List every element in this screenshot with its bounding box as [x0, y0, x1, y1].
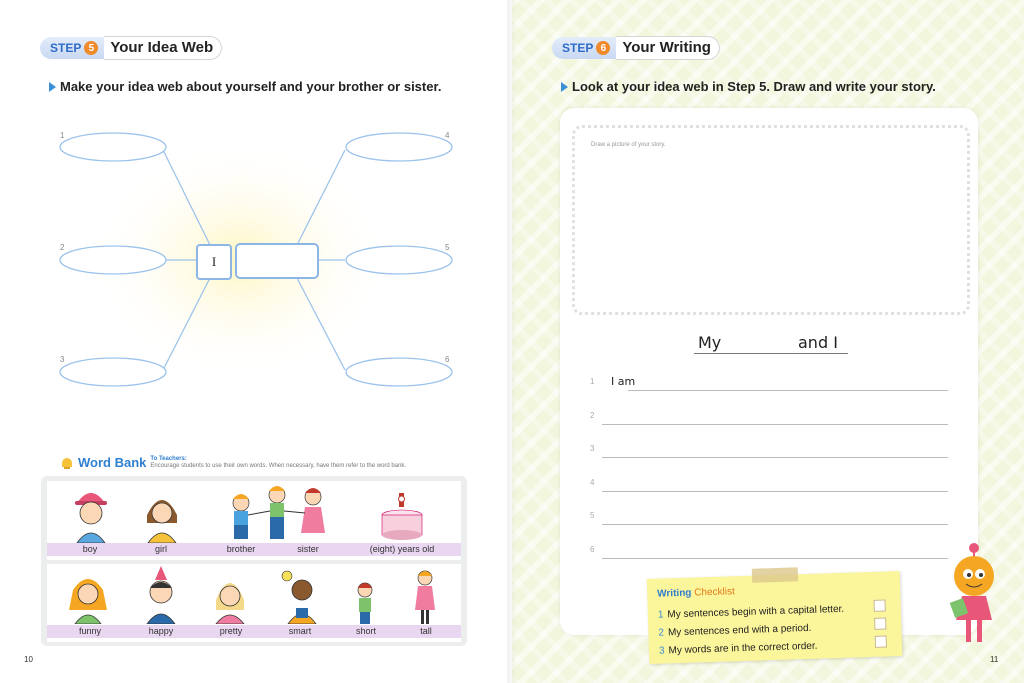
checklist-item: 3 My words are in the correct order.	[658, 640, 818, 657]
center-name-box[interactable]	[235, 243, 319, 279]
writing-line-5[interactable]	[590, 511, 948, 525]
idea-oval-1[interactable]	[60, 133, 166, 161]
checklist-item: 1 My sentences begin with a capital letter.	[657, 603, 845, 621]
girl-illustration	[142, 489, 182, 543]
checklist-checkbox[interactable]	[875, 635, 887, 647]
word-bank-row-2	[47, 564, 461, 642]
story-title-and-i: and I	[798, 333, 838, 352]
pretty-illustration	[210, 572, 250, 624]
word-bank-row-1	[47, 481, 461, 560]
step-number: 5	[84, 41, 98, 55]
bullet-triangle-icon	[561, 82, 568, 92]
character-mascot	[944, 540, 1008, 652]
writing-line-6[interactable]	[590, 545, 948, 559]
happy-illustration	[141, 566, 181, 624]
short-illustration	[353, 580, 377, 624]
checklist-title: Writing Checklist	[657, 586, 735, 600]
idea-oval-3[interactable]	[60, 358, 166, 386]
word-label: (eight) years old	[369, 544, 435, 554]
siblings-illustration	[225, 481, 335, 543]
instruction-text: Look at your idea web in Step 5. Draw and write your story.	[572, 79, 936, 94]
oval-number: 6	[445, 355, 450, 364]
word-label: sister	[297, 544, 319, 554]
word-label: smart	[288, 626, 312, 636]
step-title: Your Idea Web	[104, 36, 222, 60]
idea-oval-5[interactable]	[346, 246, 452, 274]
idea-oval-2[interactable]	[60, 246, 166, 274]
idea-oval-6[interactable]	[346, 358, 452, 386]
center-i-box: I	[196, 244, 232, 280]
boy-illustration	[71, 485, 111, 543]
step-5-tab	[40, 36, 222, 60]
step-label: STEP	[562, 41, 594, 55]
writing-line-4[interactable]	[590, 478, 948, 492]
word-label: boy	[82, 544, 98, 554]
step-title: Your Writing	[616, 36, 720, 60]
birthday-cake-illustration	[377, 489, 427, 543]
drawing-area[interactable]	[572, 125, 970, 315]
step-number: 6	[596, 41, 610, 55]
bulb-icon	[60, 457, 74, 469]
word-label: tall	[420, 626, 432, 636]
line-number: 1	[590, 377, 595, 386]
line-number: 5	[590, 511, 595, 520]
line-number: 6	[590, 545, 595, 554]
oval-number: 3	[60, 355, 65, 364]
writing-line-2[interactable]	[590, 411, 948, 425]
word-label: girl	[154, 544, 167, 554]
story-title-my: My	[698, 333, 722, 352]
idea-oval-4[interactable]	[346, 133, 452, 161]
writing-line-3[interactable]	[590, 444, 948, 458]
word-label: pretty	[219, 626, 243, 636]
writing-line-1[interactable]	[590, 377, 948, 391]
tall-illustration	[413, 568, 437, 624]
instruction-text: Make your idea web about yourself and your brother or sister.	[60, 79, 442, 94]
checklist-item: 2 My sentences end with a period.	[658, 622, 812, 639]
oval-number: 2	[60, 243, 65, 252]
word-label: happy	[148, 626, 174, 636]
word-bank-header	[60, 455, 406, 470]
line-number: 2	[590, 411, 595, 420]
oval-number: 1	[60, 131, 65, 140]
oval-number: 4	[445, 131, 450, 140]
step-6-tab	[552, 36, 720, 60]
oval-number: 5	[445, 243, 450, 252]
instruction	[49, 79, 441, 94]
checklist-checkbox[interactable]	[873, 600, 885, 612]
teacher-note: Encourage students to use their own words. When necessary, have them refer to the word bank.	[150, 462, 407, 469]
page-number: 10	[24, 655, 33, 664]
bullet-triangle-icon	[49, 82, 56, 92]
smart-illustration	[280, 568, 320, 624]
line-text: I am	[611, 375, 636, 388]
word-bank-title: Word Bank	[78, 455, 147, 470]
word-label: brother	[226, 544, 256, 554]
writing-checklist	[647, 571, 903, 664]
word-label: short	[355, 626, 376, 636]
teacher-note-heading: To Teachers:	[150, 455, 187, 462]
page-number: 11	[990, 655, 999, 664]
word-label: funny	[78, 626, 102, 636]
funny-illustration	[63, 572, 113, 624]
draw-label: Draw a picture of your story.	[591, 142, 666, 148]
tape	[752, 567, 798, 583]
checklist-checkbox[interactable]	[874, 617, 886, 629]
line-number: 4	[590, 478, 595, 487]
step-label: STEP	[50, 41, 82, 55]
line-number: 3	[590, 444, 595, 453]
story-title	[694, 333, 848, 354]
instruction	[561, 79, 936, 94]
